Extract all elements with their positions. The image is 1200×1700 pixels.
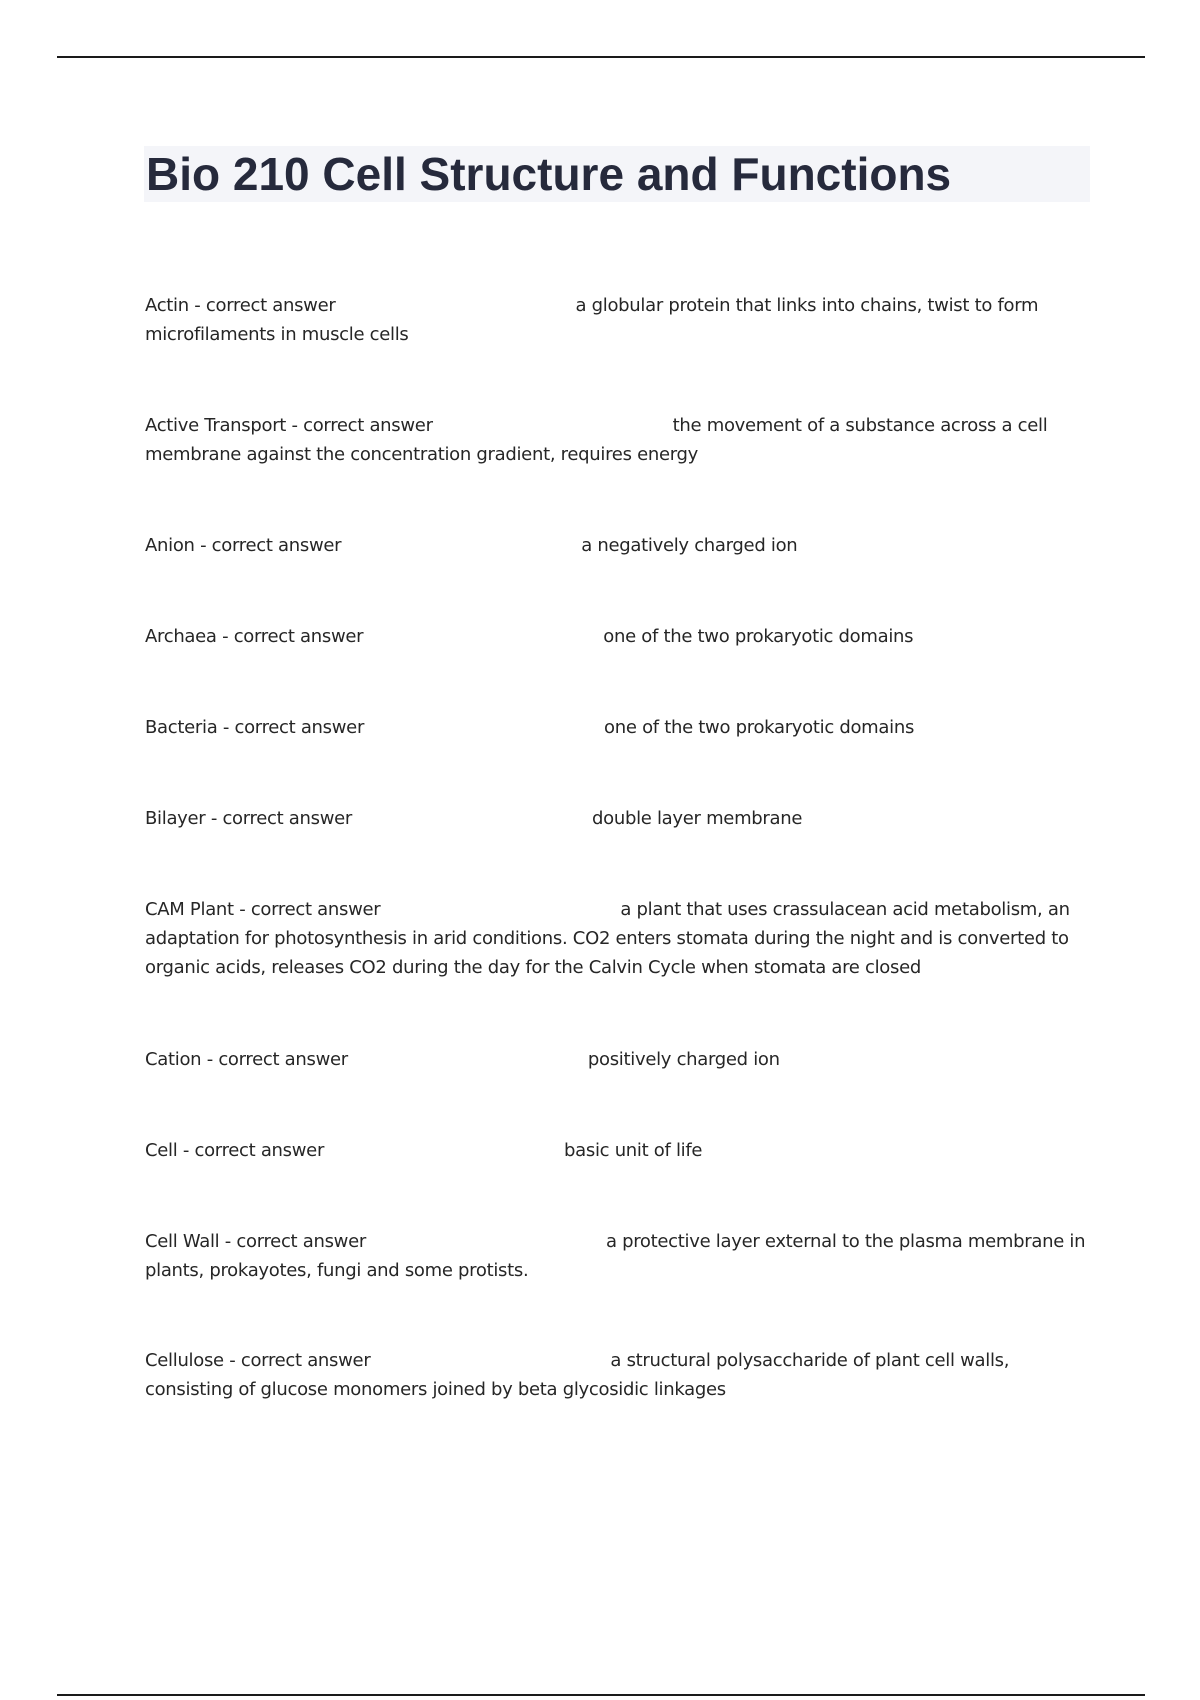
entry-term: Active Transport - correct answer	[145, 415, 433, 436]
entry-archaea	[145, 622, 1090, 651]
entry-definition: one of the two prokaryotic domains	[603, 626, 914, 647]
entry-definition: a plant that uses crassulacean acid metabolism, an adaptation for photosynthesis in arid conditions. CO2 enters stomata during the night and is converted to organic acids, releases CO2 during the day for the Calvin Cycle when stomata are closed	[145, 899, 1070, 978]
entry-cell	[145, 1136, 1090, 1165]
entry-definition: basic unit of life	[564, 1140, 703, 1161]
entry-term: Bilayer - correct answer	[145, 808, 353, 829]
entry-cation	[145, 1045, 1090, 1074]
entry-term: Cell Wall - correct answer	[145, 1231, 366, 1252]
top-rule	[57, 56, 1145, 58]
entry-actin	[145, 291, 1090, 349]
entry-definition: a globular protein that links into chains, twist to form microfilaments in muscle cells	[145, 295, 1039, 345]
entry-term: Cation - correct answer	[145, 1049, 348, 1070]
entry-term: Cellulose - correct answer	[145, 1350, 371, 1371]
entry-definition: the movement of a substance across a cell membrane against the concentration gradient, requires energy	[145, 415, 1048, 465]
page-title: Bio 210 Cell Structure and Functions	[146, 148, 952, 200]
entry-term: Actin - correct answer	[145, 295, 336, 316]
entry-definition: a negatively charged ion	[581, 535, 798, 556]
entry-definition: double layer membrane	[592, 808, 803, 829]
entry-term: Archaea - correct answer	[145, 626, 364, 647]
entry-term: Anion - correct answer	[145, 535, 342, 556]
entry-bilayer	[145, 804, 1090, 833]
entry-term: Bacteria - correct answer	[145, 717, 365, 738]
entry-cell-wall	[145, 1227, 1090, 1285]
entry-definition: positively charged ion	[587, 1049, 780, 1070]
entry-definition: one of the two prokaryotic domains	[604, 717, 915, 738]
bottom-rule	[57, 1694, 1145, 1696]
entry-anion	[145, 531, 1090, 560]
entry-definition: a structural polysaccharide of plant cell walls, consisting of glucose monomers joined by beta glycosidic linkages	[145, 1350, 1010, 1400]
entry-bacteria	[145, 713, 1090, 742]
entry-active-transport	[145, 411, 1090, 469]
entry-term: CAM Plant - correct answer	[145, 899, 381, 920]
entry-cellulose	[145, 1346, 1090, 1404]
entry-definition: a protective layer external to the plasma membrane in plants, prokayotes, fungi and some protists.	[145, 1231, 1086, 1281]
entry-term: Cell - correct answer	[145, 1140, 325, 1161]
entry-cam-plant	[145, 895, 1090, 982]
